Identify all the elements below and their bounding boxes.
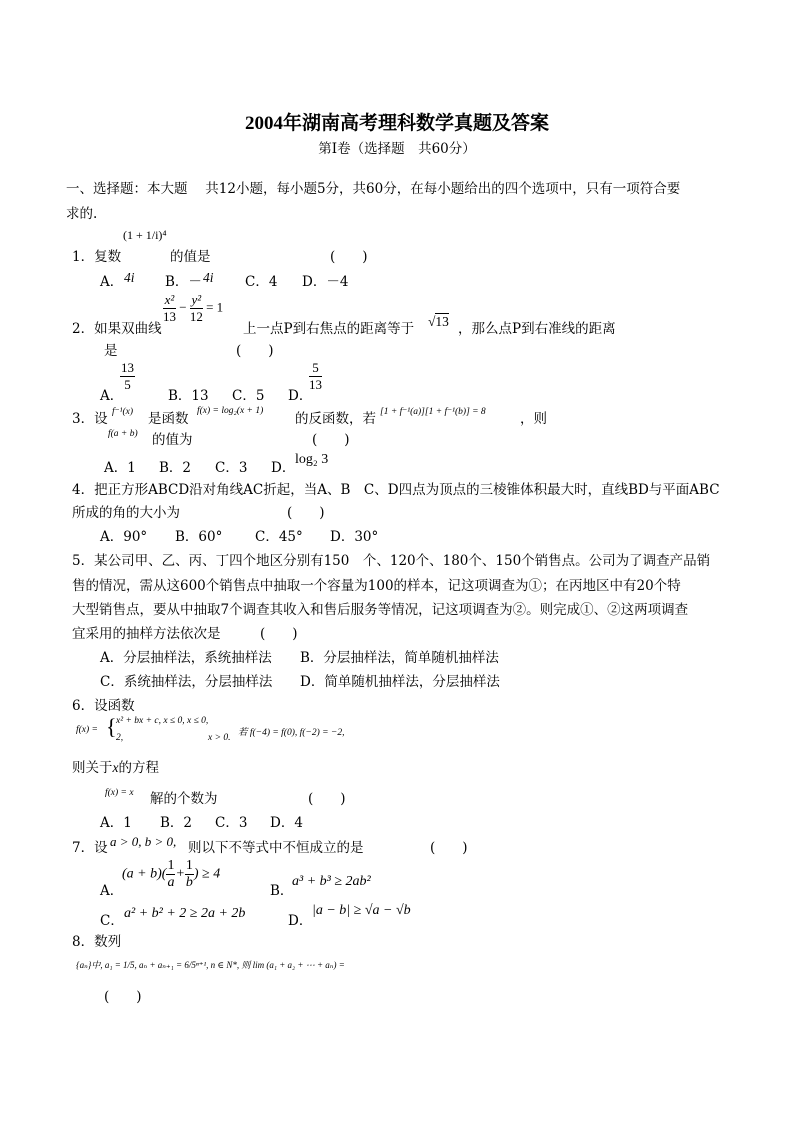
q1-stem: 1．复数: [72, 249, 122, 265]
q3-stem: 3．设: [72, 411, 108, 427]
q4-line-1: 4．把正方形ABCD沿对角线AC折起，当A、B C、D四点为顶点的三棱锥体积最大时，直线BD与平面ABC: [72, 482, 720, 498]
q3-mid: 是函数: [148, 411, 189, 427]
q5-option-c: C．系统抽样法，分层抽样法: [100, 674, 273, 690]
q2-option-d: D．: [288, 388, 313, 404]
q2-option-c: C．5: [232, 388, 265, 404]
q6-paren: ( ): [308, 791, 346, 807]
q6-brace: {: [106, 714, 117, 739]
q5-line-1: 5．某公司甲、乙、丙、丁四个地区分别有150 个、120个、180个、150个销售点。公司为了调查产品销: [72, 553, 711, 569]
q2-option-d-num: 5: [309, 360, 322, 377]
q6-option-b: B．2: [160, 815, 193, 831]
q6-equation: f(x) = x: [105, 788, 134, 798]
q6-case-2b: x > 0.: [208, 733, 231, 743]
q5-option-d: D．简单随机抽样法，分层抽样法: [300, 674, 500, 690]
q1-formula: (1 + 1/i)⁴: [123, 228, 167, 242]
q1-tail: 的值是: [170, 249, 211, 265]
q7-option-a: A．: [100, 883, 124, 899]
q2-paren: ( ): [236, 343, 274, 359]
q5-option-b: B．分层抽样法，简单随机抽样法: [300, 650, 499, 666]
q7-tail: 则以下不等式中不恒成立的是: [188, 840, 364, 856]
q7-option-b: B．: [270, 883, 294, 899]
q2-option-a-den: 5: [124, 377, 131, 392]
q6-stem: 6．设函数: [72, 698, 135, 714]
q2-frac-a-den: 13: [163, 309, 176, 324]
q6-line-2a: 则关于: [72, 760, 113, 776]
q2-option-b: B．13: [168, 388, 209, 404]
q3-option-d-expr: log₂ 3: [295, 452, 329, 467]
q2-stem-2: 是: [104, 343, 118, 359]
q3-function: f(x) = log₂(x + 1): [197, 406, 264, 416]
q3-tail-2: 的值为: [152, 432, 193, 448]
q6-option-a: A．1: [100, 815, 132, 831]
q5-line-4: 宜采用的抽样方法依次是: [72, 626, 221, 642]
q7-option-c: C．: [100, 913, 124, 929]
q1-option-d: D．－4: [302, 274, 349, 290]
intro-line-2: 求的.: [66, 206, 98, 222]
q1-paren: ( ): [330, 249, 368, 265]
q7-condition: a > 0, b > 0,: [110, 834, 177, 849]
q2-frac-b-num: y²: [191, 292, 202, 307]
q3-mid-2: 的反函数，若: [295, 411, 376, 427]
q4-option-d: D．30°: [330, 529, 379, 545]
q6-variable-x: x: [112, 760, 119, 775]
q1-option-a: A．: [100, 274, 124, 290]
q8-formula: {aₙ}中, a₁ = 1/5, aₙ + aₙ₊₁ = 6/5ⁿ⁺¹, n ∈ N*, 则 lim (a₁ + a₂ + ⋯ + aₙ) =: [76, 960, 345, 970]
q1-option-c: C．4: [245, 274, 278, 290]
q7-option-a-expr: (a + b)( $\frac{1}{a}$ + $\frac{1}{b}$ ) ≥ 4: [122, 858, 221, 890]
q4-option-c: C．45°: [255, 529, 303, 545]
q5-option-a: A．分层抽样法，系统抽样法: [100, 650, 272, 666]
q6-option-d: D．4: [270, 815, 303, 831]
q3-inverse-fn: f⁻¹(x): [112, 407, 134, 417]
q4-option-a: A．90°: [100, 529, 148, 545]
q2-sqrt: √13: [428, 314, 449, 329]
q2-tail: ，那么点P到右准线的距离: [458, 321, 616, 337]
q5-line-3: 大型销售点，要从中抽取7个调查其收入和售后服务等情况，记这项调查为②。则完成①、②这两项调查: [72, 602, 689, 618]
q6-case-2a: 2,: [116, 733, 124, 743]
q2-frac-b-den: 12: [189, 309, 203, 324]
q3-option-d: D．: [271, 460, 296, 476]
q6-line-2: [72, 759, 159, 777]
q7-stem: 7．设: [72, 840, 108, 856]
q2-eq: = 1: [206, 299, 224, 315]
intro-line-1: 一、选择题：本大题 共12小题，每小题5分，共60分，在每小题给出的四个选项中，只有一项符合要: [66, 181, 681, 197]
q2-frac-a-num: x²: [164, 292, 175, 307]
q4-option-b: B．60°: [175, 529, 223, 545]
q1-option-a-value: 4i: [124, 270, 135, 285]
q2-mid: 上一点P到右焦点的距离等于: [243, 321, 415, 337]
q6-line-2b: 的方程: [118, 760, 159, 776]
q3-tail: ，则: [520, 411, 547, 427]
q7-option-a-pre: (a + b)(: [122, 866, 167, 882]
q6-lhs: f(x) =: [76, 725, 98, 735]
q3-option-b: B．2: [159, 460, 192, 476]
q3-paren: ( ): [312, 432, 350, 448]
q2-minus: −: [179, 299, 187, 315]
q7-option-c-expr: a² + b² + 2 ≥ 2a + 2b: [124, 906, 246, 921]
q6-option-c: C．3: [215, 815, 248, 831]
q4-paren: ( ): [287, 505, 325, 521]
q5-line-2: 售的情况，需从这600个销售点中抽取一个容量为100的样本，记这项调查为①；在丙地区中有20个特: [72, 578, 681, 594]
q2-option-d-den: 13: [309, 377, 322, 392]
q1-option-b: B．－: [165, 274, 202, 290]
page-title: 2004年湖南高考理科数学真题及答案: [244, 113, 549, 134]
q7-option-d: D．: [288, 913, 313, 929]
q2-option-a-frac: [120, 360, 135, 393]
q6-case-1: x² + bx + c, x ≤ 0, x ≤ 0,: [116, 716, 209, 726]
q6-condition: 若 f(−4) = f(0), f(−2) = −2,: [238, 728, 345, 738]
q3-condition: [1 + f⁻¹(a)][1 + f⁻¹(b)] = 8: [380, 407, 486, 417]
q4-line-2: 所成的角的大小为: [72, 505, 180, 521]
page-subtitle: 第Ⅰ卷（选择题 共60分）: [318, 141, 476, 157]
q2-hyperbola: [163, 292, 223, 325]
q2-sqrt-value: 13: [435, 314, 449, 329]
q5-paren: ( ): [260, 626, 298, 642]
q2-option-a: A．: [100, 388, 124, 404]
q3-expression: f(a + b): [108, 429, 138, 439]
q3-option-c: C．3: [215, 460, 248, 476]
q2-option-d-frac: [309, 360, 322, 393]
q2-option-a-num: 13: [121, 360, 134, 375]
q7-option-a-tail: ) ≥ 4: [193, 866, 221, 882]
q8-stem: 8．数列: [72, 934, 122, 950]
q6-tail: 解的个数为: [150, 791, 218, 807]
q3-option-a: A．1: [104, 460, 136, 476]
q1-option-b-value: 4i: [203, 270, 214, 285]
q2-stem: 2．如果双曲线: [72, 321, 162, 337]
q7-option-d-expr: |a − b| ≥ √a − √b: [312, 903, 411, 918]
q7-option-b-expr: a³ + b³ ≥ 2ab²: [292, 874, 371, 889]
q8-paren: ( ): [104, 989, 142, 1005]
q7-paren: ( ): [430, 840, 468, 856]
